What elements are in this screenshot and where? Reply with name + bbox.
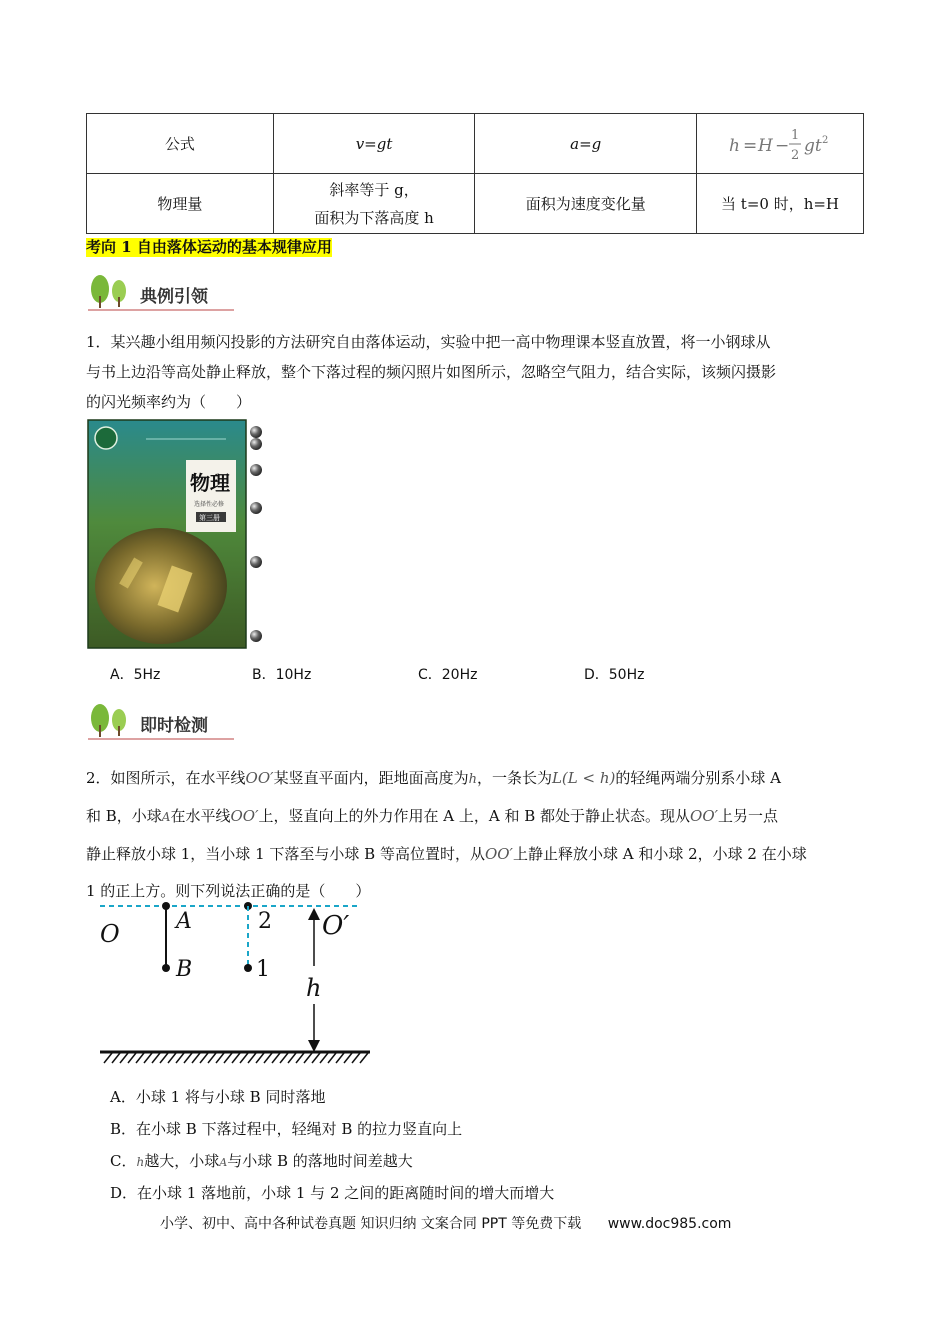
ball-icon: [250, 464, 262, 476]
tree-icon: [91, 275, 126, 308]
svg-text:h: h: [729, 135, 740, 156]
ground-hatching: [104, 1053, 368, 1063]
ball-b: [162, 964, 170, 972]
table-row: [87, 174, 864, 234]
svg-text:gt: gt: [804, 135, 822, 156]
q2-option-c[interactable]: [110, 1150, 413, 1171]
height-formula-graphic: [725, 121, 835, 167]
label-2: 2: [258, 909, 272, 934]
table-cell-velocity-formula: v=gt: [273, 114, 475, 174]
option-text: 与小球 B 的落地时间差越大: [227, 1152, 413, 1170]
q2-text: 静止释放小球 1，当小球 1 下落至与小球 B 等高位置时，从: [86, 845, 485, 863]
table-cell-label: 公式: [87, 114, 274, 174]
tree-icon: [91, 704, 126, 737]
label-o: O: [100, 920, 120, 948]
ball-icon: [250, 438, 262, 450]
q2-math: OO′: [690, 807, 719, 825]
option-math: A: [219, 1156, 228, 1169]
banner-check-label: 即时检测: [140, 716, 208, 736]
table-row: [87, 114, 864, 174]
q1-option-a[interactable]: A．5Hz: [110, 667, 161, 683]
q1-option-c[interactable]: C．20Hz: [418, 667, 478, 683]
svg-text:1: 1: [791, 127, 800, 143]
label-h: h: [306, 974, 322, 1002]
q1-line: 与书上边沿等高处静止释放，整个下落过程的频闪照片如图所示，忽略空气阻力，结合实际，该频闪摄影: [86, 363, 777, 381]
svg-text:2: 2: [822, 134, 829, 146]
svg-text:H: H: [758, 135, 773, 156]
q2-option-a[interactable]: A．小球 1 将与小球 B 同时落地: [110, 1088, 326, 1106]
q2-text: 上另一点: [718, 807, 779, 825]
q2-text: ，一条长为: [476, 769, 552, 787]
svg-text:2: 2: [791, 147, 800, 163]
publisher-logo: [95, 427, 117, 449]
banner-check: [88, 699, 236, 745]
slope-text: 斜率等于 g，: [329, 180, 419, 199]
label-a: A: [176, 909, 192, 934]
svg-text:−: −: [775, 135, 790, 156]
ball-icon: [250, 556, 262, 568]
footer-link[interactable]: www.doc985.com: [607, 1216, 732, 1232]
q2-option-b[interactable]: B．在小球 B 下落过程中，轻绳对 B 的拉力竖直向上: [110, 1120, 463, 1138]
lens-image: [95, 528, 227, 644]
section-heading: 考向 1 自由落体运动的基本规律应用: [86, 238, 332, 256]
question-2: [86, 760, 864, 910]
q2-text: 上静止释放小球 A 和小球 2，小球 2 在小球: [512, 845, 807, 863]
label-o-prime: O′: [322, 911, 350, 941]
ball-icon: [250, 630, 262, 642]
q2-text: 和 B，小球: [86, 807, 162, 825]
banner-example: [88, 270, 236, 316]
svg-text:=: =: [743, 135, 758, 156]
area-text: 面积为下落高度 h: [314, 208, 434, 227]
label-b: B: [176, 957, 193, 982]
q2-text: 某竖直平面内，距地面高度为: [273, 769, 469, 787]
table-cell-label: 物理量: [87, 174, 274, 234]
book-volume: 第三册: [199, 514, 220, 522]
banner-example-label: 典例引领: [140, 287, 208, 307]
q2-math: L(L < h): [551, 769, 616, 787]
q2-line: [86, 760, 864, 798]
table-cell-acceleration-formula: a=g: [475, 114, 697, 174]
falling-balls-figure: [96, 896, 376, 1066]
q2-text: 上，竖直向上的外力作用在 A 上，A 和 B 都处于静止状态。现从: [258, 807, 691, 825]
q2-math: A: [161, 810, 171, 824]
label-1: 1: [256, 957, 270, 982]
option-text: 越大，小球: [144, 1152, 220, 1170]
q2-line: [86, 836, 864, 873]
question-1: [86, 327, 864, 417]
q2-option-d[interactable]: D．在小球 1 落地前，小球 1 与 2 之间的距离随时间的增大而增大: [110, 1184, 555, 1202]
q2-math: h: [468, 772, 477, 787]
footer-text: 小学、初中、高中各种试卷真题 知识归纳 文案合同 PPT 等免费下载: [160, 1216, 582, 1232]
q2-text: 的轻绳两端分别系小球 A: [615, 769, 781, 787]
q2-math: OO′: [230, 807, 259, 825]
ball-1: [244, 964, 252, 972]
q2-line: [86, 798, 864, 836]
table-cell-velocity-meaning: [273, 174, 475, 234]
q1-line: 1．某兴趣小组用频闪投影的方法研究自由落体运动，实验中把一高中物理课本竖直放置，将一小钢球从: [86, 333, 771, 351]
q1-line: 的闪光频率约为（ ）: [86, 393, 252, 411]
table-cell-height-meaning: 当 t=0 时，h=H: [697, 174, 864, 234]
footer: [160, 1213, 731, 1233]
ball-icon: [250, 502, 262, 514]
option-math: h: [136, 1155, 145, 1169]
q2-text: 在水平线: [170, 807, 231, 825]
q2-math: OO′: [484, 845, 513, 863]
table-cell-acceleration-meaning: 面积为速度变化量: [475, 174, 697, 234]
q1-option-d[interactable]: D．50Hz: [584, 667, 645, 683]
q2-math: OO′: [245, 769, 274, 787]
q2-text: 2．如图所示，在水平线: [86, 769, 246, 787]
q1-option-b[interactable]: B．10Hz: [252, 667, 312, 683]
table-cell-height-formula: [697, 114, 864, 174]
book-subtitle: 选择性必修: [194, 501, 225, 508]
strobe-photo-figure: [86, 418, 266, 652]
book-title: 物理: [190, 471, 230, 495]
q2-line: 1 的正上方。则下列说法正确的是（ ）: [86, 882, 371, 900]
strobe-balls: [250, 426, 262, 642]
option-prefix: C．: [110, 1152, 137, 1170]
ball-icon: [250, 426, 262, 438]
formula-table: [86, 113, 864, 234]
